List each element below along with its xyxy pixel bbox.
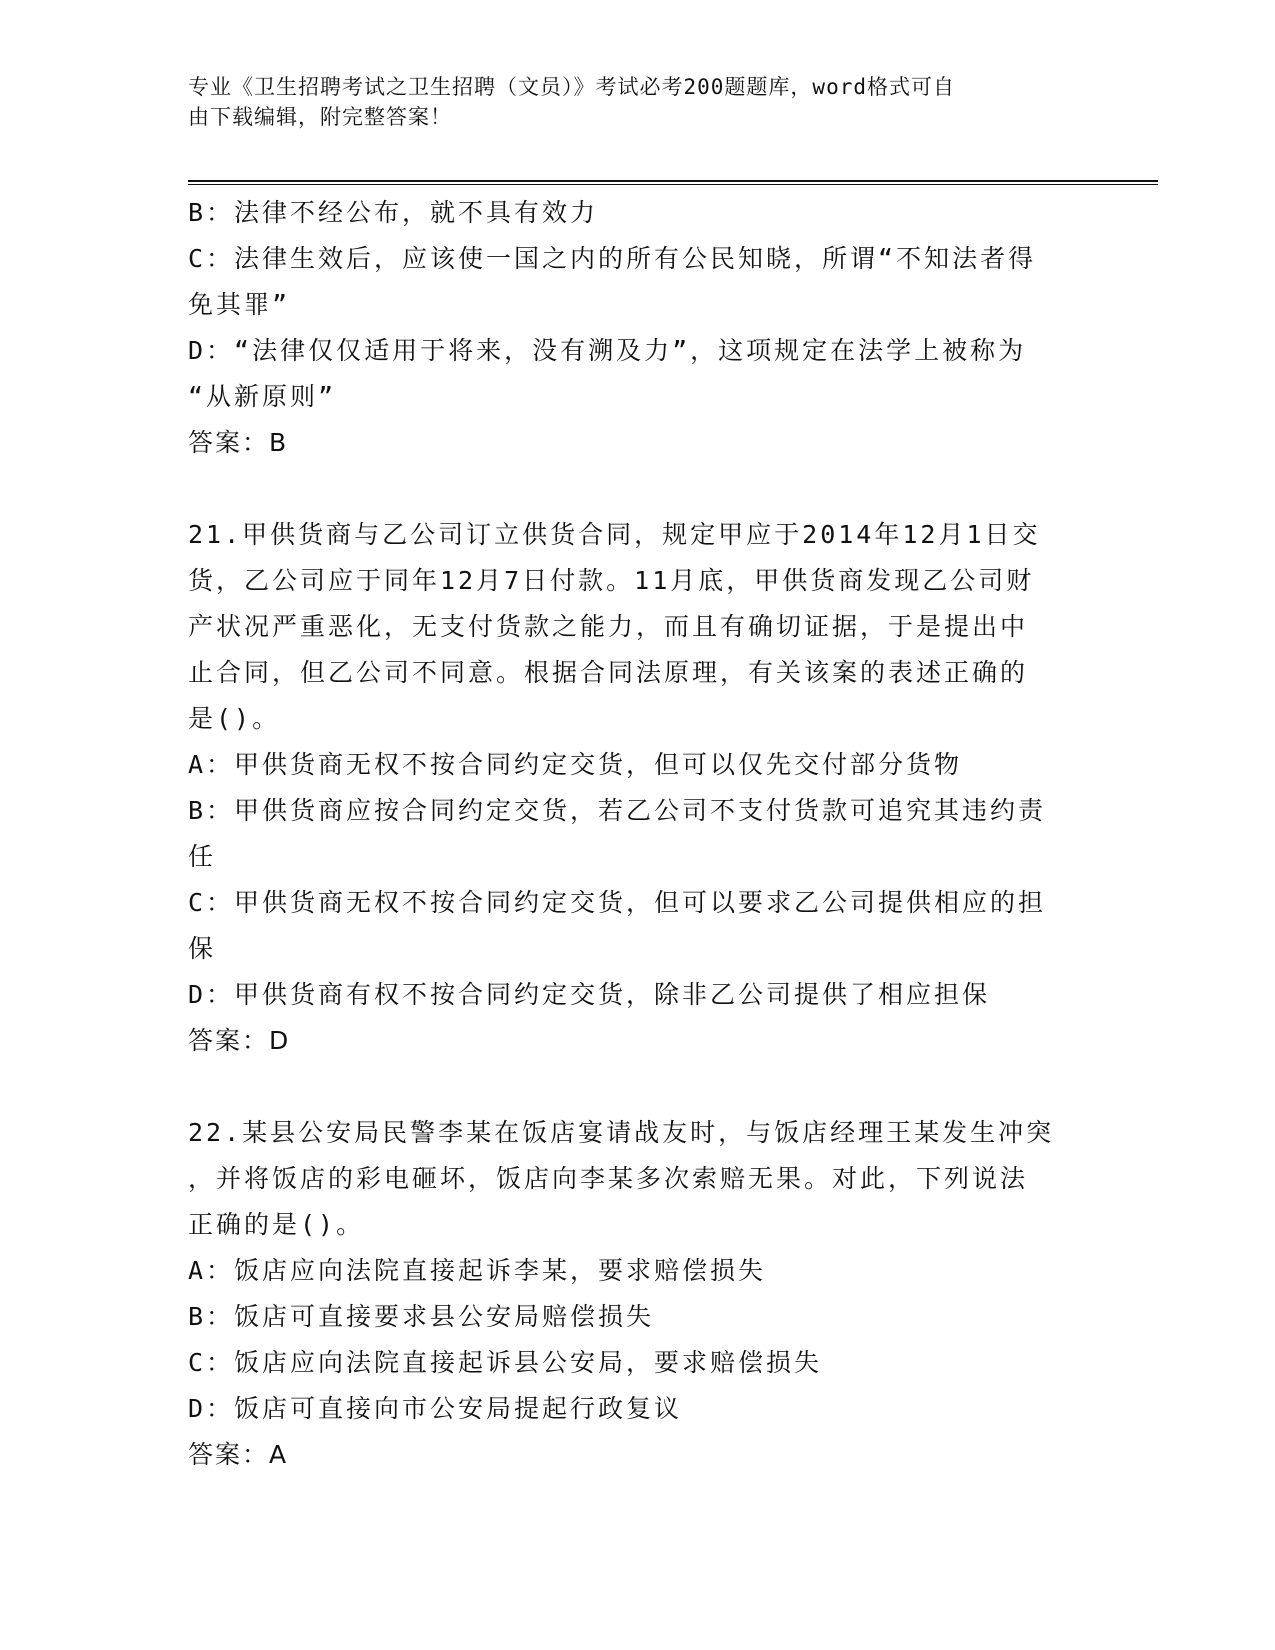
option-b: B：法律不经公布，就不具有效力: [188, 198, 599, 227]
question-22-block: [188, 1110, 1088, 1478]
option-a: A：饭店应向法院直接起诉李某，要求赔偿损失: [188, 1256, 767, 1285]
question-22-stem: ，并将饭店的彩电砸坏，饭店向李某多次索赔无果。对此，下列说法: [188, 1164, 1029, 1193]
option-b-cont: 任: [188, 842, 217, 871]
document-body: [188, 190, 1088, 1478]
option-c-cont: 保: [188, 934, 217, 963]
option-c-cont: 免其罪”: [188, 290, 291, 319]
header-line-2: 由下载编辑，附完整答案！: [188, 105, 452, 129]
option-d: D：甲供货商有权不按合同约定交货，除非乙公司提供了相应担保: [188, 980, 991, 1009]
answer-line: 答案：D: [188, 1026, 291, 1055]
header-line-1: 专业《卫生招聘考试之卫生招聘（文员）》考试必考200题题库，word格式可自: [188, 75, 955, 99]
question-22-stem: 正确的是()。: [188, 1210, 365, 1239]
question-21-stem: 21.甲供货商与乙公司订立供货合同，规定甲应于2014年12月1日交: [188, 520, 1041, 549]
question-21-stem: 止合同，但乙公司不同意。根据合同法原理，有关该案的表述正确的: [188, 658, 1029, 687]
question-22-stem: 22.某县公安局民警李某在饭店宴请战友时，与饭店经理王某发生冲突: [188, 1118, 1055, 1147]
option-c: C：甲供货商无权不按合同约定交货，但可以要求乙公司提供相应的担: [188, 888, 1047, 917]
spacer: [188, 1064, 1088, 1110]
option-c: C：饭店应向法院直接起诉县公安局，要求赔偿损失: [188, 1348, 823, 1377]
option-a: A：甲供货商无权不按合同约定交货，但可以仅先交付部分货物: [188, 750, 963, 779]
document-header: [188, 72, 1068, 132]
spacer: [188, 466, 1088, 512]
option-b: B：饭店可直接要求县公安局赔偿损失: [188, 1302, 655, 1331]
option-c: C：法律生效后，应该使一国之内的所有公民知晓，所谓“不知法者得: [188, 244, 1037, 273]
answer-line: 答案：B: [188, 428, 289, 457]
header-rule-thick: [188, 180, 1158, 182]
answer-line: 答案：A: [188, 1440, 289, 1469]
question-21-stem: 是()。: [188, 704, 281, 733]
option-b: B：甲供货商应按合同约定交货，若乙公司不支付货款可追究其违约责: [188, 796, 1047, 825]
question-21-stem: 货，乙公司应于同年12月7日付款。11月底，甲供货商发现乙公司财: [188, 566, 1035, 595]
prev-question-block: [188, 190, 1088, 466]
option-d: D：饭店可直接向市公安局提起行政复议: [188, 1394, 683, 1423]
option-d: D：“法律仅仅适用于将来，没有溯及力”，这项规定在法学上被称为: [188, 336, 1027, 365]
question-21-block: [188, 512, 1088, 1064]
option-d-cont: “从新原则”: [188, 382, 337, 411]
header-rule-thin: [188, 184, 1158, 185]
question-21-stem: 产状况严重恶化，无支付货款之能力，而且有确切证据，于是提出中: [188, 612, 1029, 641]
